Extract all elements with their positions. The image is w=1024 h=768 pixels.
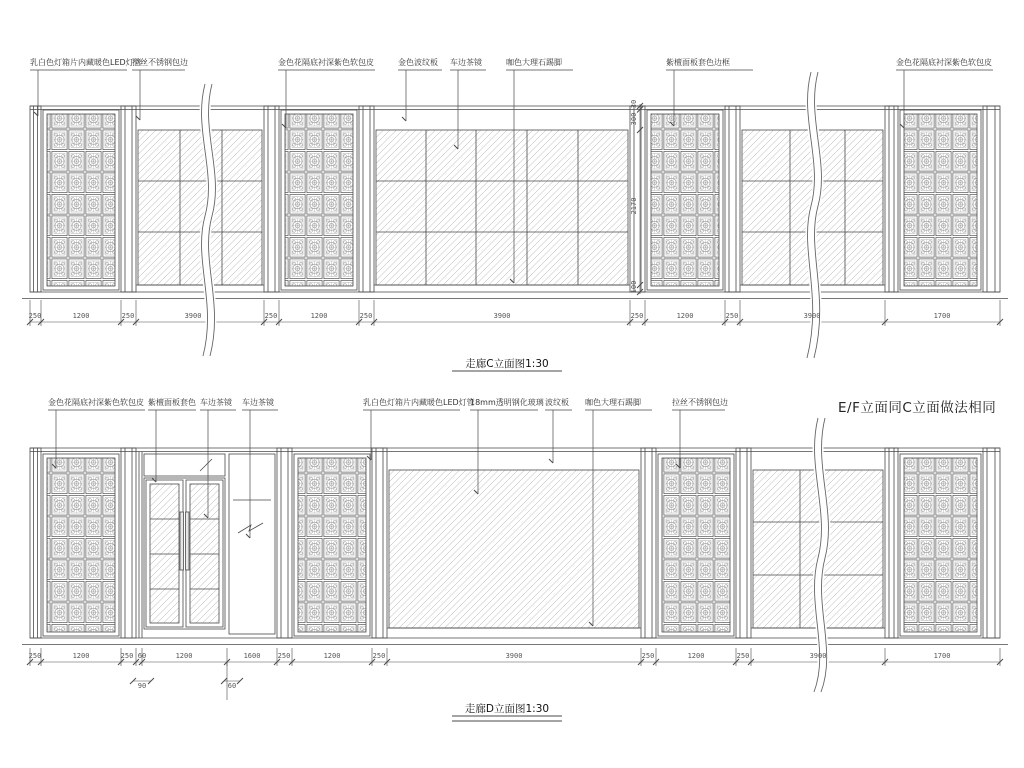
material-label: 金色花隔底衬深紫色软包皮	[896, 58, 992, 67]
dimension-value: 60	[137, 652, 147, 660]
dimension-value-secondary: 60	[227, 682, 237, 690]
dimension-value: 250	[736, 652, 750, 660]
dimension-value: 1200	[175, 652, 193, 660]
dimension-value: 1200	[323, 652, 341, 660]
dimension-value: 1200	[687, 652, 705, 660]
material-label: 拉丝不锈钢包边	[132, 58, 188, 67]
vertical-dimension-value: 300	[630, 112, 638, 126]
dimension-value: 250	[372, 652, 386, 660]
corridor-c-elevation	[22, 70, 1008, 371]
elevation-c-title: 走廊C立面图1:30	[465, 358, 549, 370]
glass-sections-d	[387, 470, 885, 628]
dimension-value-secondary: 90	[137, 682, 147, 690]
material-label: 金色花隔底衬深紫色软包皮	[278, 58, 374, 67]
material-label: 18mm透明钢化玻璃	[470, 398, 544, 407]
door-handle	[180, 512, 184, 570]
material-label: 金色花隔底衬深紫色软包皮	[48, 398, 144, 407]
material-label: 车边茶镜	[450, 58, 482, 67]
dimension-value: 250	[277, 652, 291, 660]
door-sidelight	[229, 454, 275, 634]
material-label: 紫檀面板套色	[148, 398, 196, 407]
dimension-value: 250	[630, 312, 644, 320]
dimension-value: 250	[28, 652, 42, 660]
dimension-value: 3900	[505, 652, 523, 660]
dimension-value: 250	[121, 312, 135, 320]
material-label: 拉丝不锈钢包边	[672, 398, 728, 407]
material-label: 乳白色灯箱片内藏暖色LED灯管	[30, 58, 142, 67]
note-ef-elevation: E/F立面同C立面做法相同	[838, 400, 997, 416]
mirror-sections-c	[136, 130, 885, 285]
dimension-value: 250	[264, 312, 278, 320]
material-label: 金色波纹板	[398, 58, 438, 67]
dimension-value: 1200	[72, 312, 90, 320]
dimension-value: 250	[120, 652, 134, 660]
dimension-value: 1200	[72, 652, 90, 660]
double-glass-door	[139, 452, 275, 638]
material-label: 车边茶镜	[200, 398, 232, 407]
title-underline-d	[452, 716, 562, 721]
material-label: 咖色大理石踢脚	[585, 398, 641, 407]
material-label: 车边茶镜	[242, 398, 274, 407]
dimension-value: 250	[641, 652, 655, 660]
door-handle	[186, 512, 190, 570]
elevation-d-title: 走廊D立面图1:30	[464, 703, 550, 715]
material-label: 波纹板	[545, 398, 569, 407]
vertical-dimension-value: 30	[630, 99, 638, 109]
dimension-value: 3900	[493, 312, 511, 320]
dimension-value: 3900	[803, 312, 821, 320]
vertical-dimension-value: 100	[630, 280, 638, 294]
vertical-dimension-value: 2170	[630, 197, 638, 215]
material-label: 咖色大理石踢脚	[506, 58, 562, 67]
dimension-value: 1700	[933, 312, 951, 320]
dimension-value: 1600	[243, 652, 261, 660]
dimension-value: 3900	[184, 312, 202, 320]
dimension-value: 250	[359, 312, 373, 320]
dimension-value: 250	[725, 312, 739, 320]
material-label: 紫檀面板套色边框	[666, 58, 730, 67]
dimension-chain-c	[27, 300, 1003, 326]
dimension-value: 1700	[933, 652, 951, 660]
dimension-value: 250	[28, 312, 42, 320]
corridor-d-elevation	[22, 410, 1008, 721]
dimension-value: 1200	[676, 312, 694, 320]
dimension-value: 3900	[809, 652, 827, 660]
dimension-value: 1200	[310, 312, 328, 320]
material-label: 乳白色灯箱片内藏暖色LED灯管	[363, 398, 475, 407]
